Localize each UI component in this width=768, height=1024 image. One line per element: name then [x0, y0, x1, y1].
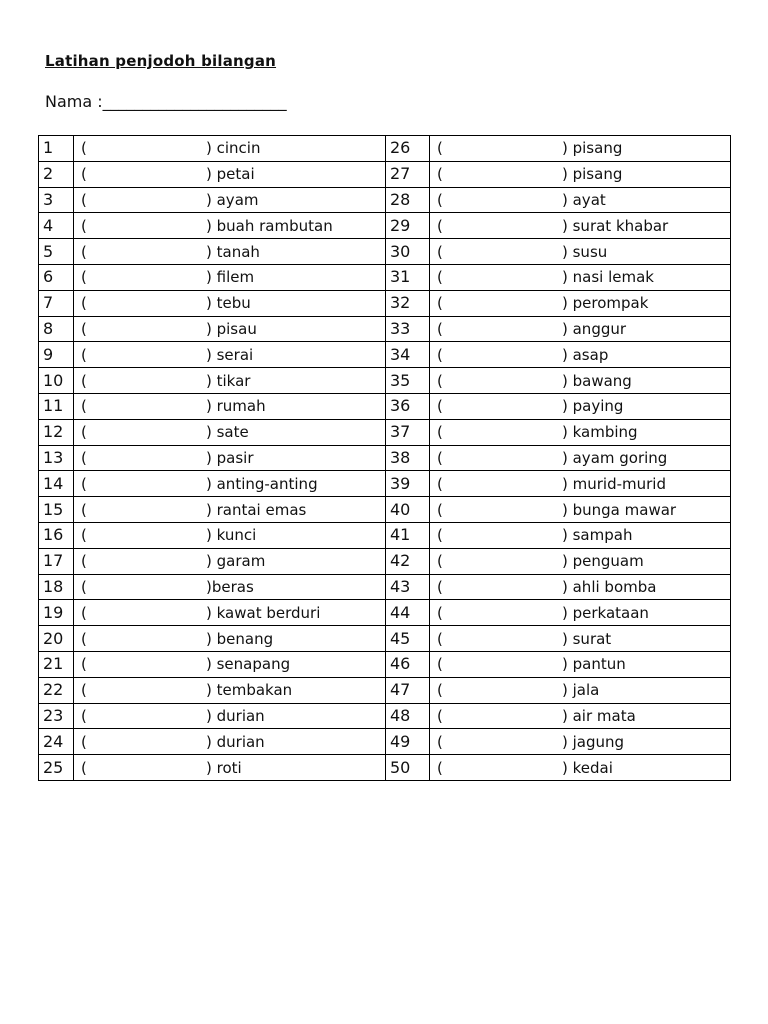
table-row: [39, 651, 731, 677]
left-noun: ) rumah: [206, 397, 266, 416]
right-answer-cell[interactable]: [430, 677, 731, 703]
left-answer-blank: (: [81, 242, 87, 261]
right-noun: ) jagung: [562, 732, 625, 751]
table-row: [39, 161, 731, 187]
right-answer-blank: (: [437, 319, 443, 338]
left-answer-blank: (: [81, 319, 87, 338]
right-answer-blank: (: [437, 345, 443, 364]
right-answer-cell[interactable]: [430, 703, 731, 729]
right-noun: ) pantun: [562, 655, 626, 674]
table-row: [39, 290, 731, 316]
right-noun: ) kambing: [562, 423, 638, 442]
right-noun: ) pisang: [562, 165, 623, 184]
left-question-number: 21: [39, 651, 74, 677]
right-answer-blank: (: [437, 526, 443, 545]
right-question-number: 44: [386, 600, 430, 626]
right-answer-blank: (: [437, 577, 443, 596]
left-noun: ) kawat berduri: [206, 603, 321, 622]
left-question-number: 2: [39, 161, 74, 187]
right-answer-cell[interactable]: [430, 651, 731, 677]
left-noun: ) pisau: [206, 319, 257, 338]
left-answer-blank: (: [81, 294, 87, 313]
right-noun: ) kedai: [562, 758, 613, 777]
left-answer-cell[interactable]: [74, 187, 386, 213]
left-answer-blank: (: [81, 552, 87, 571]
left-answer-blank: (: [81, 216, 87, 235]
left-answer-cell[interactable]: [74, 136, 386, 162]
left-answer-blank: (: [81, 655, 87, 674]
right-question-number: 26: [386, 136, 430, 162]
left-noun: ) durian: [206, 732, 265, 751]
right-answer-blank: (: [437, 294, 443, 313]
left-answer-blank: (: [81, 448, 87, 467]
right-answer-cell[interactable]: [430, 368, 731, 394]
right-answer-cell[interactable]: [430, 574, 731, 600]
name-field-label: Nama :_______________________: [45, 92, 287, 111]
right-answer-cell[interactable]: [430, 161, 731, 187]
left-answer-cell[interactable]: [74, 755, 386, 781]
left-noun: ) roti: [206, 758, 242, 777]
right-answer-cell[interactable]: [430, 316, 731, 342]
right-answer-blank: (: [437, 165, 443, 184]
right-noun: ) ayat: [562, 190, 606, 209]
right-noun: ) ayam goring: [562, 448, 668, 467]
right-noun: ) asap: [562, 345, 609, 364]
left-answer-blank: (: [81, 732, 87, 751]
right-noun: ) bunga mawar: [562, 500, 677, 519]
table-row: [39, 471, 731, 497]
left-answer-cell[interactable]: [74, 316, 386, 342]
left-answer-cell[interactable]: [74, 703, 386, 729]
left-answer-cell[interactable]: [74, 213, 386, 239]
left-answer-cell[interactable]: [74, 651, 386, 677]
right-answer-blank: (: [437, 242, 443, 261]
right-answer-cell[interactable]: [430, 729, 731, 755]
right-answer-cell[interactable]: [430, 290, 731, 316]
left-answer-cell[interactable]: [74, 677, 386, 703]
left-answer-blank: (: [81, 500, 87, 519]
table-row: [39, 264, 731, 290]
left-answer-cell[interactable]: [74, 239, 386, 265]
right-answer-cell[interactable]: [430, 471, 731, 497]
right-answer-blank: (: [437, 190, 443, 209]
right-question-number: 46: [386, 651, 430, 677]
right-question-number: 30: [386, 239, 430, 265]
left-noun: ) tikar: [206, 371, 251, 390]
table-row: [39, 393, 731, 419]
right-question-number: 28: [386, 187, 430, 213]
left-question-number: 5: [39, 239, 74, 265]
left-question-number: 4: [39, 213, 74, 239]
table-row: [39, 600, 731, 626]
left-noun: ) garam: [206, 552, 266, 571]
left-noun: ) kunci: [206, 526, 257, 545]
right-answer-cell[interactable]: [430, 419, 731, 445]
left-noun: ) petai: [206, 165, 255, 184]
right-question-number: 48: [386, 703, 430, 729]
left-question-number: 25: [39, 755, 74, 781]
left-answer-cell[interactable]: [74, 548, 386, 574]
left-answer-blank: (: [81, 526, 87, 545]
left-answer-blank: (: [81, 629, 87, 648]
left-question-number: 13: [39, 445, 74, 471]
left-answer-cell[interactable]: [74, 342, 386, 368]
right-question-number: 42: [386, 548, 430, 574]
table-row: [39, 626, 731, 652]
right-question-number: 45: [386, 626, 430, 652]
exercise-table-body: [39, 136, 731, 781]
right-answer-blank: (: [437, 655, 443, 674]
table-row: [39, 677, 731, 703]
right-answer-cell[interactable]: [430, 136, 731, 162]
table-row: [39, 574, 731, 600]
left-answer-cell[interactable]: [74, 574, 386, 600]
left-answer-cell[interactable]: [74, 290, 386, 316]
left-question-number: 17: [39, 548, 74, 574]
right-noun: ) pisang: [562, 139, 623, 158]
left-question-number: 15: [39, 497, 74, 523]
left-question-number: 11: [39, 393, 74, 419]
left-answer-blank: (: [81, 706, 87, 725]
left-answer-blank: (: [81, 345, 87, 364]
left-answer-blank: (: [81, 758, 87, 777]
worksheet-title: Latihan penjodoh bilangan: [45, 52, 277, 70]
right-noun: ) bawang: [562, 371, 632, 390]
right-answer-cell[interactable]: [430, 342, 731, 368]
left-answer-blank: (: [81, 423, 87, 442]
left-question-number: 3: [39, 187, 74, 213]
right-answer-blank: (: [437, 732, 443, 751]
right-question-number: 37: [386, 419, 430, 445]
right-question-number: 47: [386, 677, 430, 703]
left-question-number: 19: [39, 600, 74, 626]
right-noun: ) perompak: [562, 294, 649, 313]
right-answer-blank: (: [437, 603, 443, 622]
right-question-number: 31: [386, 264, 430, 290]
right-question-number: 39: [386, 471, 430, 497]
right-answer-cell[interactable]: [430, 239, 731, 265]
right-answer-cell[interactable]: [430, 187, 731, 213]
left-noun: ) cincin: [206, 139, 261, 158]
right-answer-cell[interactable]: [430, 548, 731, 574]
left-answer-cell[interactable]: [74, 471, 386, 497]
left-question-number: 12: [39, 419, 74, 445]
right-noun: ) ahli bomba: [562, 577, 657, 596]
right-answer-cell[interactable]: [430, 264, 731, 290]
right-answer-blank: (: [437, 448, 443, 467]
left-question-number: 20: [39, 626, 74, 652]
table-row: [39, 755, 731, 781]
right-answer-blank: (: [437, 216, 443, 235]
right-noun: ) nasi lemak: [562, 268, 654, 287]
right-question-number: 50: [386, 755, 430, 781]
right-question-number: 32: [386, 290, 430, 316]
left-noun: ) pasir: [206, 448, 254, 467]
table-row: [39, 548, 731, 574]
left-answer-cell[interactable]: [74, 393, 386, 419]
right-answer-cell[interactable]: [430, 445, 731, 471]
left-answer-cell[interactable]: [74, 729, 386, 755]
right-noun: ) jala: [562, 681, 600, 700]
right-answer-blank: (: [437, 629, 443, 648]
right-noun: ) air mata: [562, 706, 636, 725]
right-answer-cell[interactable]: [430, 755, 731, 781]
right-answer-blank: (: [437, 706, 443, 725]
right-question-number: 34: [386, 342, 430, 368]
right-answer-cell[interactable]: [430, 393, 731, 419]
right-noun: ) murid-murid: [562, 474, 666, 493]
table-row: [39, 213, 731, 239]
right-answer-blank: (: [437, 423, 443, 442]
right-answer-blank: (: [437, 474, 443, 493]
left-answer-blank: (: [81, 190, 87, 209]
left-answer-cell[interactable]: [74, 600, 386, 626]
right-noun: ) sampah: [562, 526, 633, 545]
right-noun: ) surat: [562, 629, 612, 648]
right-answer-blank: (: [437, 500, 443, 519]
right-answer-blank: (: [437, 681, 443, 700]
left-question-number: 18: [39, 574, 74, 600]
left-question-number: 7: [39, 290, 74, 316]
right-question-number: 49: [386, 729, 430, 755]
left-question-number: 10: [39, 368, 74, 394]
right-question-number: 43: [386, 574, 430, 600]
table-row: [39, 136, 731, 162]
left-answer-blank: (: [81, 165, 87, 184]
left-question-number: 6: [39, 264, 74, 290]
left-noun: ) tanah: [206, 242, 260, 261]
table-row: [39, 522, 731, 548]
left-noun: ) anting-anting: [206, 474, 318, 493]
right-noun: ) susu: [562, 242, 608, 261]
left-answer-cell[interactable]: [74, 264, 386, 290]
left-answer-cell[interactable]: [74, 161, 386, 187]
table-row: [39, 342, 731, 368]
table-row: [39, 445, 731, 471]
right-answer-blank: (: [437, 397, 443, 416]
table-row: [39, 729, 731, 755]
left-noun: ) rantai emas: [206, 500, 307, 519]
left-noun: ) tembakan: [206, 681, 293, 700]
table-row: [39, 187, 731, 213]
left-answer-cell[interactable]: [74, 626, 386, 652]
right-noun: ) surat khabar: [562, 216, 669, 235]
right-answer-cell[interactable]: [430, 600, 731, 626]
left-answer-cell[interactable]: [74, 445, 386, 471]
right-answer-blank: (: [437, 371, 443, 390]
table-row: [39, 316, 731, 342]
right-question-number: 35: [386, 368, 430, 394]
left-answer-blank: (: [81, 603, 87, 622]
right-question-number: 41: [386, 522, 430, 548]
right-question-number: 40: [386, 497, 430, 523]
left-question-number: 14: [39, 471, 74, 497]
table-row: [39, 239, 731, 265]
right-question-number: 38: [386, 445, 430, 471]
left-noun: ) senapang: [206, 655, 291, 674]
left-answer-blank: (: [81, 577, 87, 596]
right-answer-cell[interactable]: [430, 497, 731, 523]
left-answer-blank: (: [81, 397, 87, 416]
left-noun: ) tebu: [206, 294, 251, 313]
left-noun: ) ayam: [206, 190, 259, 209]
left-noun: ) sate: [206, 423, 249, 442]
table-row: [39, 368, 731, 394]
right-noun: ) paying: [562, 397, 624, 416]
left-answer-blank: (: [81, 268, 87, 287]
left-question-number: 22: [39, 677, 74, 703]
left-question-number: 16: [39, 522, 74, 548]
right-noun: ) penguam: [562, 552, 644, 571]
right-question-number: 27: [386, 161, 430, 187]
left-answer-cell[interactable]: [74, 368, 386, 394]
right-question-number: 36: [386, 393, 430, 419]
left-noun: ) durian: [206, 706, 265, 725]
left-question-number: 8: [39, 316, 74, 342]
right-answer-cell[interactable]: [430, 522, 731, 548]
left-noun: )beras: [206, 577, 254, 596]
left-answer-blank: (: [81, 371, 87, 390]
table-row: [39, 703, 731, 729]
right-answer-blank: (: [437, 552, 443, 571]
table-row: [39, 419, 731, 445]
right-answer-cell[interactable]: [430, 626, 731, 652]
right-noun: ) perkataan: [562, 603, 649, 622]
left-answer-blank: (: [81, 474, 87, 493]
left-noun: ) buah rambutan: [206, 216, 333, 235]
left-answer-cell[interactable]: [74, 497, 386, 523]
right-question-number: 29: [386, 213, 430, 239]
table-row: [39, 497, 731, 523]
left-answer-cell[interactable]: [74, 419, 386, 445]
left-answer-blank: (: [81, 139, 87, 158]
left-question-number: 23: [39, 703, 74, 729]
right-noun: ) anggur: [562, 319, 627, 338]
left-answer-blank: (: [81, 681, 87, 700]
left-noun: ) serai: [206, 345, 254, 364]
left-question-number: 24: [39, 729, 74, 755]
left-noun: ) filem: [206, 268, 255, 287]
right-answer-blank: (: [437, 758, 443, 777]
right-question-number: 33: [386, 316, 430, 342]
exercise-table: [38, 135, 731, 781]
right-answer-blank: (: [437, 139, 443, 158]
left-question-number: 1: [39, 136, 74, 162]
left-question-number: 9: [39, 342, 74, 368]
right-answer-blank: (: [437, 268, 443, 287]
right-answer-cell[interactable]: [430, 213, 731, 239]
left-answer-cell[interactable]: [74, 522, 386, 548]
left-noun: ) benang: [206, 629, 274, 648]
